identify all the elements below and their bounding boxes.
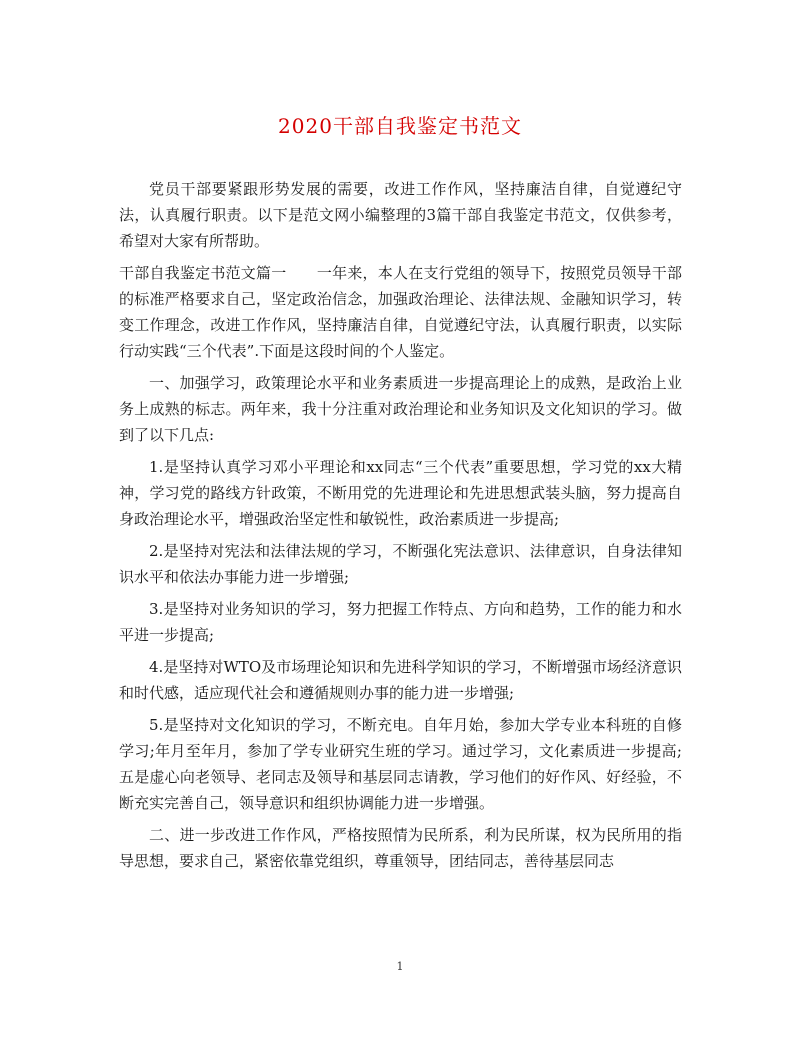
point-three-paragraph: 3.是坚持对业务知识的学习，努力把握工作特点、方向和趋势，工作的能力和水平进一步提高; [119, 600, 682, 644]
document-title: 2020干部自我鉴定书范文 [278, 114, 522, 138]
document-body [119, 176, 682, 880]
point-five-paragraph: 5.是坚持对文化知识的学习，不断充电。自年月始，参加大学专业本科班的自修学习;年月至年月，参加了学专业研究生班的学习。通过学习，文化素质进一步提高;五是虚心向老领导、老同志及领导和基层同志请教，学习他们的好作风、好经验，不断充实完善自己，领导意识和组织协调能力进一步增强。 [119, 716, 682, 812]
point-two-paragraph: 2.是坚持对宪法和法律法规的学习，不断强化宪法意识、法律意识，自身法律知识水平和依法办事能力进一步增强; [119, 542, 682, 586]
intro-paragraph: 党员干部要紧跟形势发展的需要，改进工作作风，坚持廉洁自律，自觉遵纪守法，认真履行职责。以下是范文网小编整理的3篇干部自我鉴定书范文，仅供参考，希望对大家有所帮助。 [119, 180, 682, 250]
page-number: 1 [396, 960, 404, 973]
section-two-paragraph: 二、进一步改进工作作风，严格按照情为民所系，利为民所谋，权为民所用的指导思想，要求自己，紧密依靠党组织，尊重领导，团结同志，善待基层同志 [119, 826, 682, 870]
point-one-paragraph: 1.是坚持认真学习邓小平理论和xx同志“三个代表”重要思想，学习党的xx大精神，学习党的路线方针政策，不断用党的先进理论和先进思想武装头脑，努力提高自身政治理论水平，增强政治坚定性和敏锐性，政治素质进一步提高; [119, 458, 682, 528]
sample-one-paragraph: 干部自我鉴定书范文篇一 一年来，本人在支行党组的领导下，按照党员领导干部的标准严格要求自己，坚定政治信念，加强政治理论、法律法规、金融知识学习，转变工作理念，改进工作作风，坚持廉洁自律，自觉遵纪守法，认真履行职责，以实际行动实践“三个代表”.下面是这段时间的个人鉴定。 [119, 264, 682, 360]
section-one-paragraph: 一、加强学习，政策理论水平和业务素质进一步提高理论上的成熟，是政治上业务上成熟的标志。两年来，我十分注重对政治理论和业务知识及文化知识的学习。做到了以下几点: [119, 374, 682, 444]
point-four-paragraph: 4.是坚持对WTO及市场理论知识和先进科学知识的学习，不断增强市场经济意识和时代感，适应现代社会和遵循规则办事的能力进一步增强; [119, 658, 682, 702]
